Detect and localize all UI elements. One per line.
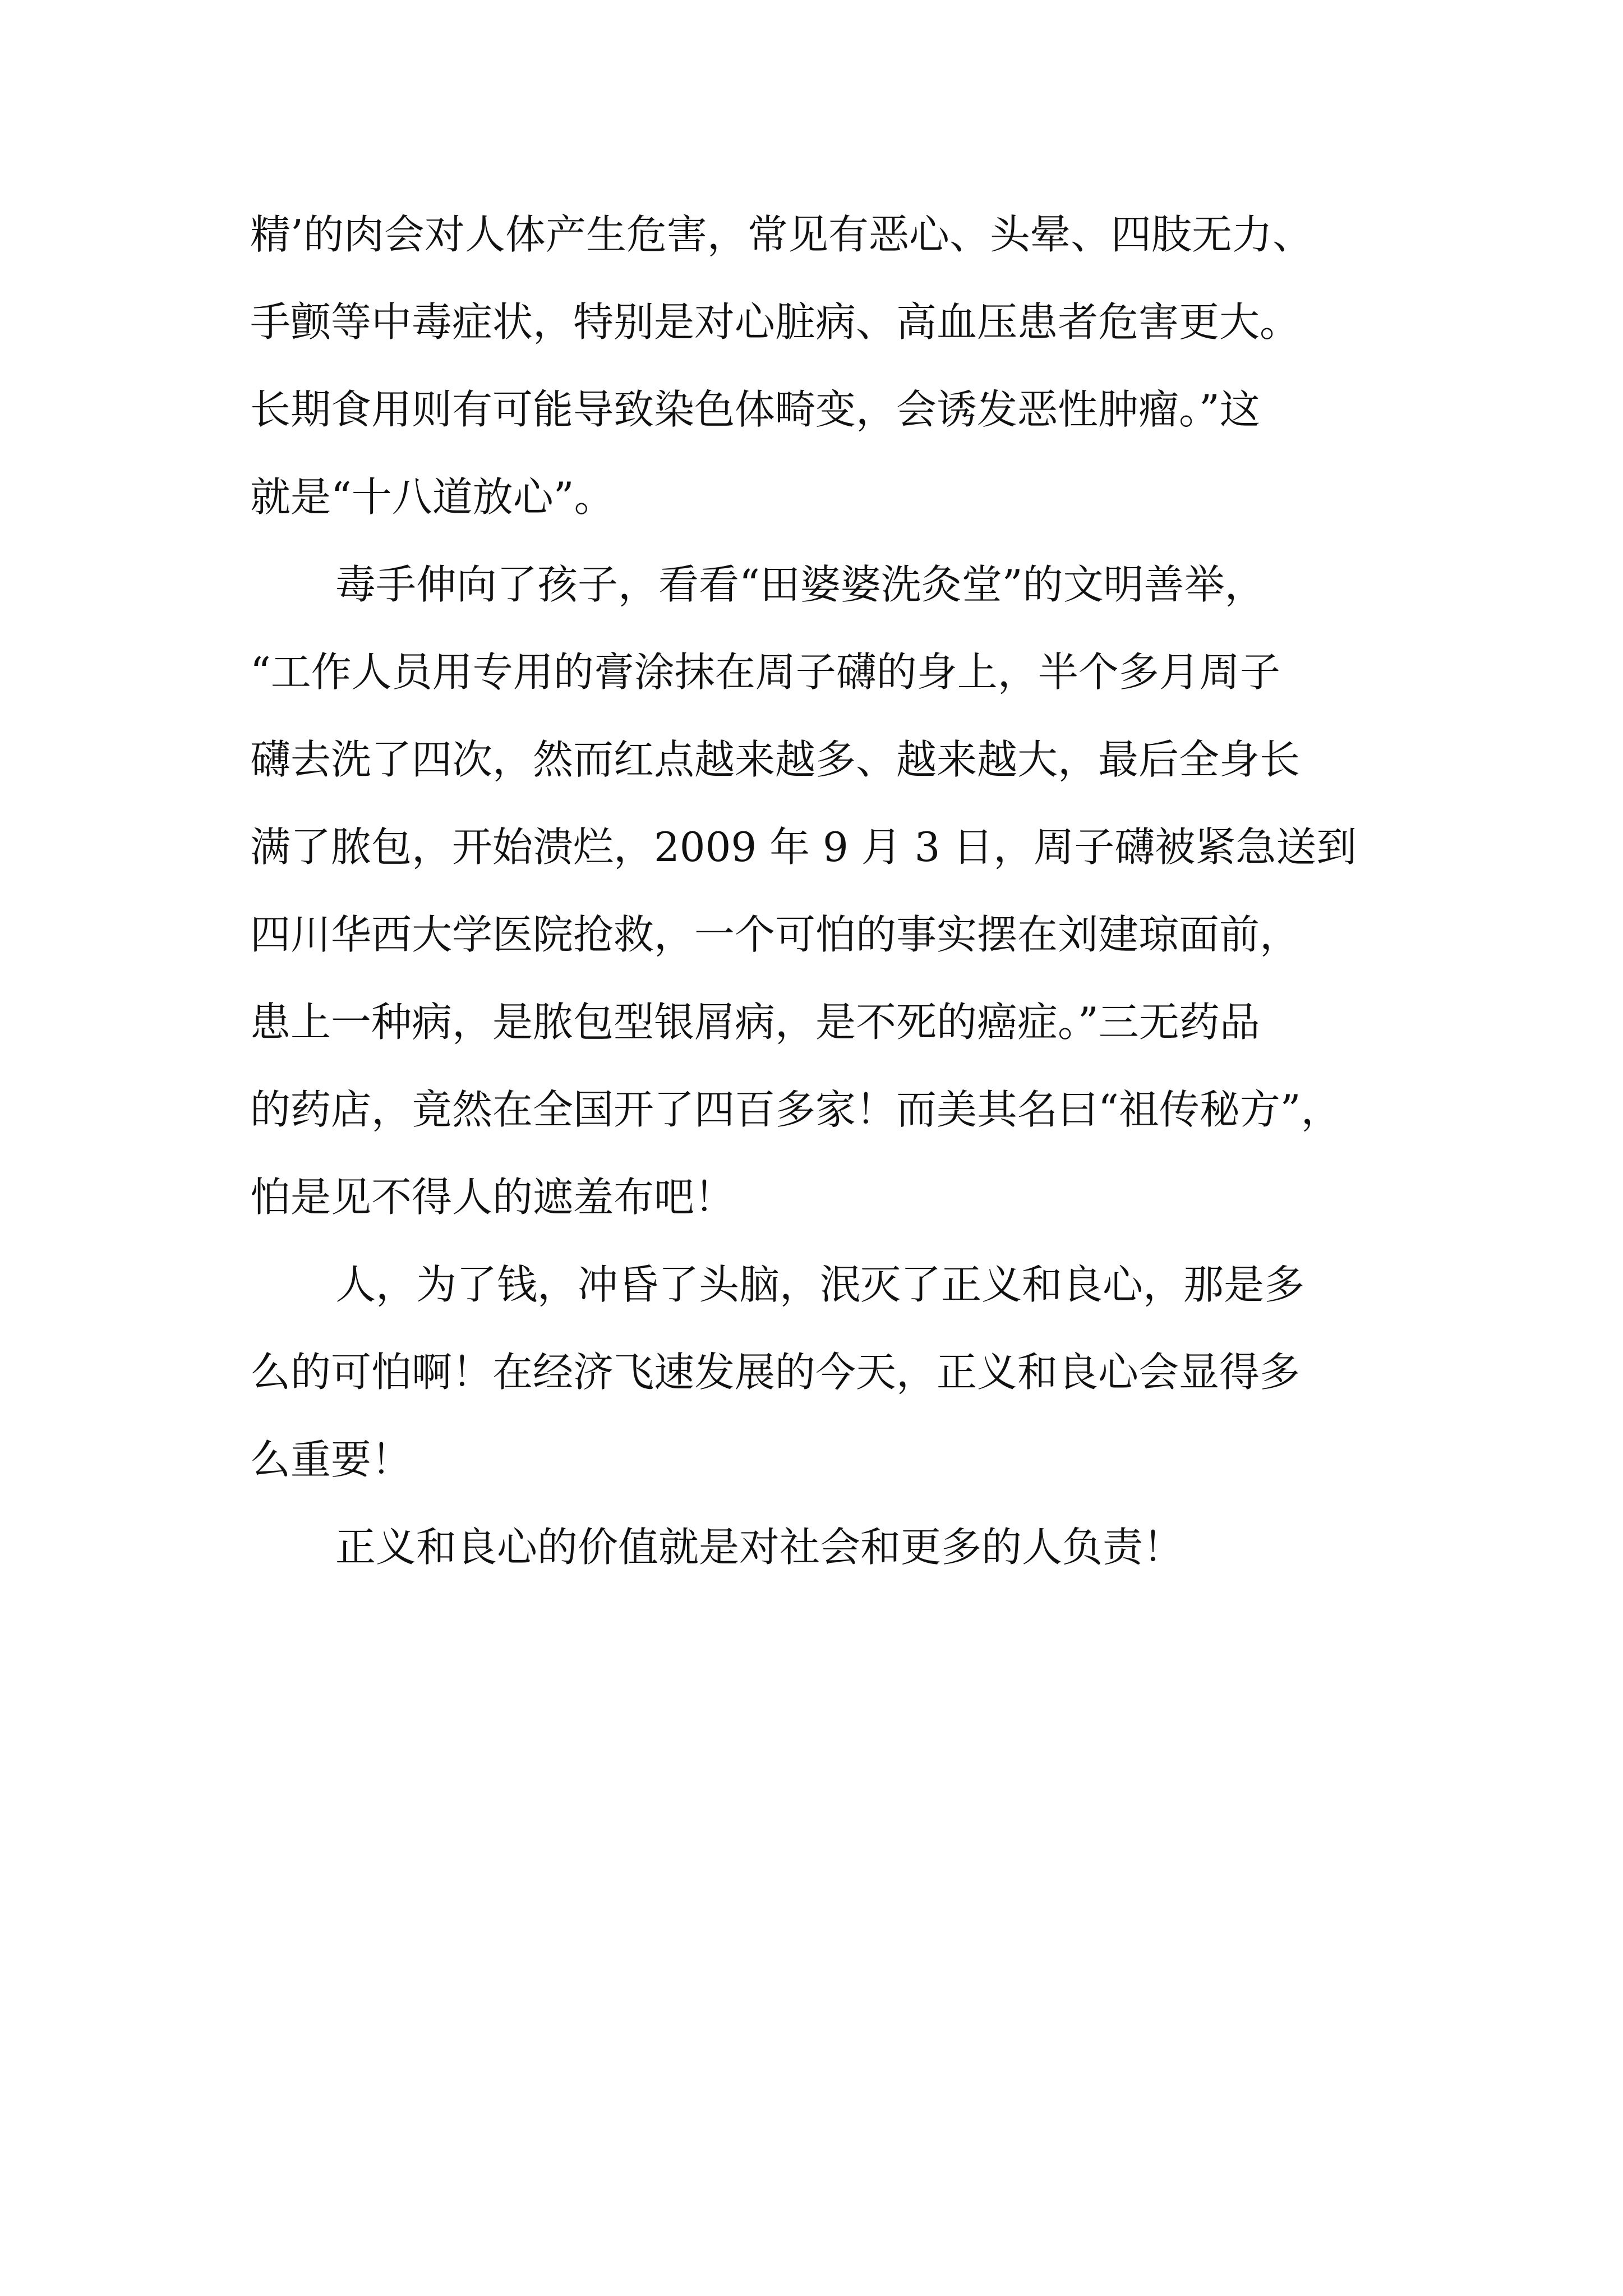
text-line: 患上一种病，是脓包型银屑病，是不死的癌症。”三无药品: [250, 999, 1260, 1046]
text-line: 正义和良心的价值就是对社会和更多的人负责！: [335, 1524, 1184, 1571]
text-line: 么的可怕啊！在经济飞速发展的今天，正义和良心会显得多: [250, 1349, 1301, 1396]
paragraph-1: [250, 191, 1433, 541]
paragraph-3: [250, 1241, 1433, 1503]
document-body: [250, 191, 1433, 1591]
paragraph-4: [250, 1503, 1433, 1591]
text-line: 四川华西大学医院抢救，一个可怕的事实摆在刘建琼面前，: [250, 911, 1301, 958]
text-line: 长期食用则有可能导致染色体畸变，会诱发恶性肿瘤。”这: [250, 386, 1260, 433]
text-line: 人，为了钱，冲昏了头脑，泯灭了正义和良心，那是多: [335, 1261, 1305, 1308]
text-line: 么重要！: [250, 1436, 412, 1483]
text-line: 怕是见不得人的遮羞布吧！: [250, 1174, 735, 1221]
text-line: 就是“十八道放心”。: [250, 473, 615, 521]
text-line: 满了脓包，开始溃烂，2009 年 9 月 3 日，周子礴被紧急送到: [250, 823, 1357, 871]
text-line: “工作人员用专用的膏涂抹在周子礴的身上，半个多月周子: [250, 648, 1280, 696]
text-line: 礴去洗了四次，然而红点越来越多、越来越大，最后全身长: [250, 736, 1301, 783]
text-line: 的药店，竟然在全国开了四百多家！而美其名曰“祖传秘方”，: [250, 1086, 1341, 1133]
text-line: 精’的肉会对人体产生危害，常见有恶心、头晕、四肢无力、: [250, 211, 1313, 258]
text-line: 手颤等中毒症状，特别是对心脏病、高血压患者危害更大。: [250, 298, 1301, 346]
paragraph-2: [250, 541, 1433, 1241]
text-line: 毒手伸向了孩子，看看“田婆婆洗灸堂”的文明善举，: [335, 561, 1265, 608]
